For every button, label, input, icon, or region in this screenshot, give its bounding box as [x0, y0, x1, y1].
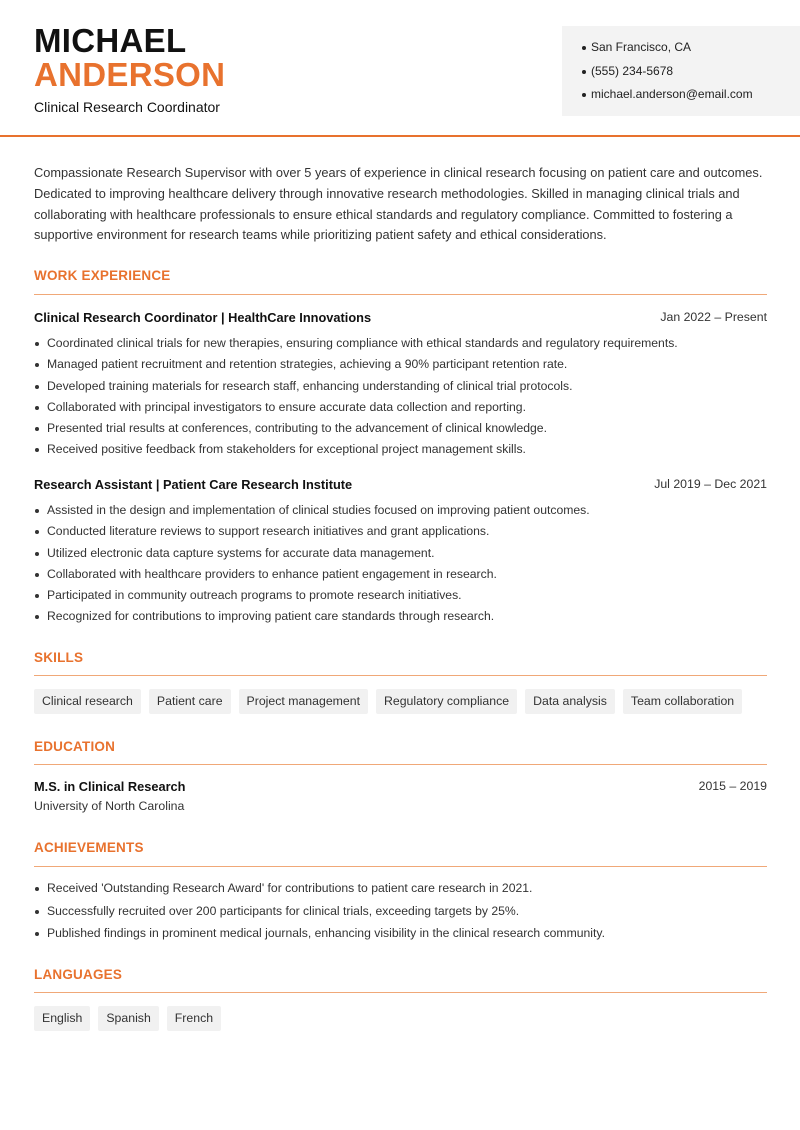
job-role: Clinical Research Coordinator | HealthCare Innovations: [34, 310, 372, 325]
contact-box: [562, 26, 800, 116]
section-title-education: EDUCATION: [34, 739, 116, 754]
language-tags: [34, 1006, 221, 1031]
list-item: Conducted literature reviews to support research initiatives and grant applications.: [34, 521, 767, 542]
job-dates: Jul 2019 – Dec 2021: [654, 477, 767, 491]
list-item: Collaborated with principal investigators to ensure accurate data collection and reporting.: [34, 397, 767, 418]
job-bullets: [34, 333, 767, 461]
contact-location: San Francisco, CA: [582, 36, 800, 60]
section-title-achievements: ACHIEVEMENTS: [34, 840, 144, 855]
list-item: Developed training materials for research staff, enhancing understanding of clinical trial protocols.: [34, 376, 767, 397]
contact-phone: (555) 234-5678: [582, 60, 800, 84]
list-item: Coordinated clinical trials for new therapies, ensuring compliance with ethical standards and regulatory requirements.: [34, 333, 767, 354]
section-divider: [34, 294, 767, 295]
list-item: Collaborated with healthcare providers to enhance patient engagement in research.: [34, 564, 767, 585]
language-tag: English: [34, 1006, 90, 1031]
resume-header: [0, 0, 800, 137]
section-title-work: WORK EXPERIENCE: [34, 268, 171, 283]
education-dates: 2015 – 2019: [698, 779, 767, 793]
skill-tag: Patient care: [149, 689, 231, 714]
language-tag: Spanish: [98, 1006, 158, 1031]
section-divider: [34, 992, 767, 993]
job-dates: Jan 2022 – Present: [660, 310, 767, 324]
first-name: MICHAEL: [34, 22, 187, 59]
list-item: Published findings in prominent medical journals, enhancing visibility in the clinical research community.: [34, 923, 767, 946]
education-school: University of North Carolina: [34, 799, 185, 813]
skills-tags: [34, 689, 742, 714]
list-item: Participated in community outreach programs to promote research initiatives.: [34, 585, 767, 606]
contact-list: [582, 36, 800, 107]
skill-tag: Project management: [239, 689, 368, 714]
language-tag: French: [167, 1006, 221, 1031]
job-title: Clinical Research Coordinator: [34, 99, 220, 115]
skill-tag: Regulatory compliance: [376, 689, 517, 714]
contact-email[interactable]: michael.anderson@email.com: [582, 83, 800, 107]
section-title-skills: SKILLS: [34, 650, 84, 665]
section-divider: [34, 764, 767, 765]
last-name: ANDERSON: [34, 56, 226, 93]
job-header: [34, 310, 767, 325]
skill-tag: Clinical research: [34, 689, 141, 714]
list-item: Presented trial results at conferences, contributing to the advancement of clinical knowledge.: [34, 418, 767, 439]
section-divider: [34, 675, 767, 676]
job-header: [34, 477, 767, 492]
job-bullets: [34, 500, 767, 628]
job-role: Research Assistant | Patient Care Research Institute: [34, 477, 353, 492]
list-item: Recognized for contributions to improving patient care standards through research.: [34, 606, 767, 627]
skill-tag: Data analysis: [525, 689, 615, 714]
list-item: Received 'Outstanding Research Award' for contributions to patient care research in 2021.: [34, 878, 767, 901]
section-divider: [34, 866, 767, 867]
section-title-languages: LANGUAGES: [34, 967, 123, 982]
list-item: Successfully recruited over 200 participants for clinical trials, exceeding targets by 25%.: [34, 901, 767, 924]
list-item: Received positive feedback from stakeholders for exceptional project management skills.: [34, 439, 767, 460]
education-degree: M.S. in Clinical Research: [34, 779, 186, 794]
list-item: Utilized electronic data capture systems for accurate data management.: [34, 543, 767, 564]
list-item: Managed patient recruitment and retention strategies, achieving a 90% participant retention rate.: [34, 354, 767, 375]
list-item: Assisted in the design and implementation of clinical studies focused on improving patient outcomes.: [34, 500, 767, 521]
professional-summary: Compassionate Research Supervisor with over 5 years of experience in clinical research focusing on patient care and outcomes. Dedicated to improving healthcare delivery through innovative research methodologies. Skilled in managing clinical trials and collaborating with healthcare professionals to ensure ethical standards and regulatory compliance. Committed to fostering a supportive environment for research teams while prioritizing patient safety and ethical considerations.: [34, 165, 763, 243]
achievements-list: [34, 878, 767, 946]
skill-tag: Team collaboration: [623, 689, 742, 714]
